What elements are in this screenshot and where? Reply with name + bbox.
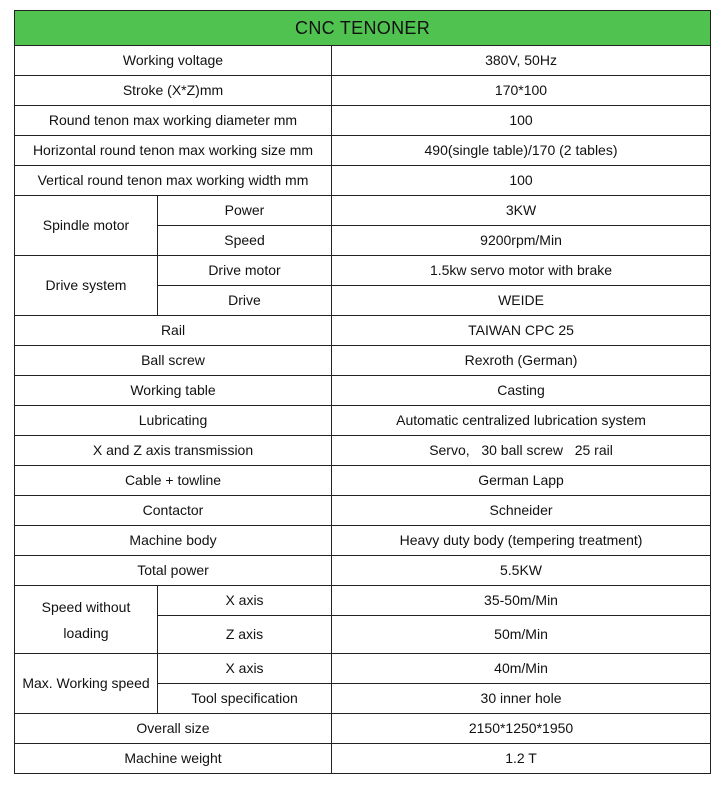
row-label: X and Z axis transmission xyxy=(15,436,332,466)
row-value: TAIWAN CPC 25 xyxy=(332,316,711,346)
row-value: 9200rpm/Min xyxy=(332,226,711,256)
row-label: Working voltage xyxy=(15,46,332,76)
row-value: 490(single table)/170 (2 tables) xyxy=(332,136,711,166)
group-label-spindle-motor: Spindle motor xyxy=(15,196,158,256)
row-value: 1.5kw servo motor with brake xyxy=(332,256,711,286)
row-value: Heavy duty body (tempering treatment) xyxy=(332,526,711,556)
row-label: Machine body xyxy=(15,526,332,556)
row-value: WEIDE xyxy=(332,286,711,316)
sub-label: Tool specification xyxy=(158,684,332,714)
row-label: Round tenon max working diameter mm xyxy=(15,106,332,136)
table-row xyxy=(15,744,711,774)
row-value: 30 inner hole xyxy=(332,684,711,714)
group-label-line: Speed without xyxy=(41,598,131,615)
group-label-max-working-speed: Max. Working speed xyxy=(15,654,158,714)
row-label: Cable + towline xyxy=(15,466,332,496)
table-row xyxy=(15,346,711,376)
row-value: German Lapp xyxy=(332,466,711,496)
sub-label: Speed xyxy=(158,226,332,256)
row-value: 1.2 T xyxy=(332,744,711,774)
row-value: Schneider xyxy=(332,496,711,526)
sub-label: X axis xyxy=(158,654,332,684)
row-value: 380V, 50Hz xyxy=(332,46,711,76)
table-row xyxy=(15,586,711,616)
spec-table xyxy=(14,10,711,774)
row-value: 40m/Min xyxy=(332,654,711,684)
row-value: 5.5KW xyxy=(332,556,711,586)
row-label: Contactor xyxy=(15,496,332,526)
row-value: 35-50m/Min xyxy=(332,586,711,616)
row-value: Servo, 30 ball screw 25 rail xyxy=(332,436,711,466)
row-label: Ball screw xyxy=(15,346,332,376)
sub-label: Z axis xyxy=(158,616,332,654)
table-row xyxy=(15,256,711,286)
table-row xyxy=(15,76,711,106)
row-label: Stroke (X*Z)mm xyxy=(15,76,332,106)
sub-label: Power xyxy=(158,196,332,226)
sub-label: Drive xyxy=(158,286,332,316)
row-label: Machine weight xyxy=(15,744,332,774)
row-value: 100 xyxy=(332,106,711,136)
group-label-line: loading xyxy=(63,624,109,641)
table-row xyxy=(15,466,711,496)
row-label: Vertical round tenon max working width mm xyxy=(15,166,332,196)
table-row xyxy=(15,526,711,556)
row-value: 2150*1250*1950 xyxy=(332,714,711,744)
table-row xyxy=(15,196,711,226)
row-label: Overall size xyxy=(15,714,332,744)
group-label-drive-system: Drive system xyxy=(15,256,158,316)
table-row xyxy=(15,436,711,466)
table-title xyxy=(15,11,711,46)
row-label: Working table xyxy=(15,376,332,406)
row-label: Lubricating xyxy=(15,406,332,436)
table-row xyxy=(15,496,711,526)
table-row xyxy=(15,714,711,744)
row-label: Horizontal round tenon max working size mm xyxy=(15,136,332,166)
row-value: Casting xyxy=(332,376,711,406)
row-value: 50m/Min xyxy=(332,616,711,654)
row-value: 170*100 xyxy=(332,76,711,106)
table-row xyxy=(15,166,711,196)
group-label-speed-without-loading xyxy=(15,586,158,654)
row-label: Total power xyxy=(15,556,332,586)
row-value: 3KW xyxy=(332,196,711,226)
row-value: Automatic centralized lubrication system xyxy=(332,406,711,436)
table-row xyxy=(15,406,711,436)
table-row xyxy=(15,106,711,136)
table-row xyxy=(15,654,711,684)
table-row xyxy=(15,46,711,76)
table-title-text: CNC TENONER xyxy=(295,17,430,38)
sub-label: Drive motor xyxy=(158,256,332,286)
table-row xyxy=(15,376,711,406)
table-row xyxy=(15,136,711,166)
row-value: Rexroth (German) xyxy=(332,346,711,376)
table-row xyxy=(15,556,711,586)
row-label: Rail xyxy=(15,316,332,346)
sub-label: X axis xyxy=(158,586,332,616)
row-value: 100 xyxy=(332,166,711,196)
table-row xyxy=(15,316,711,346)
